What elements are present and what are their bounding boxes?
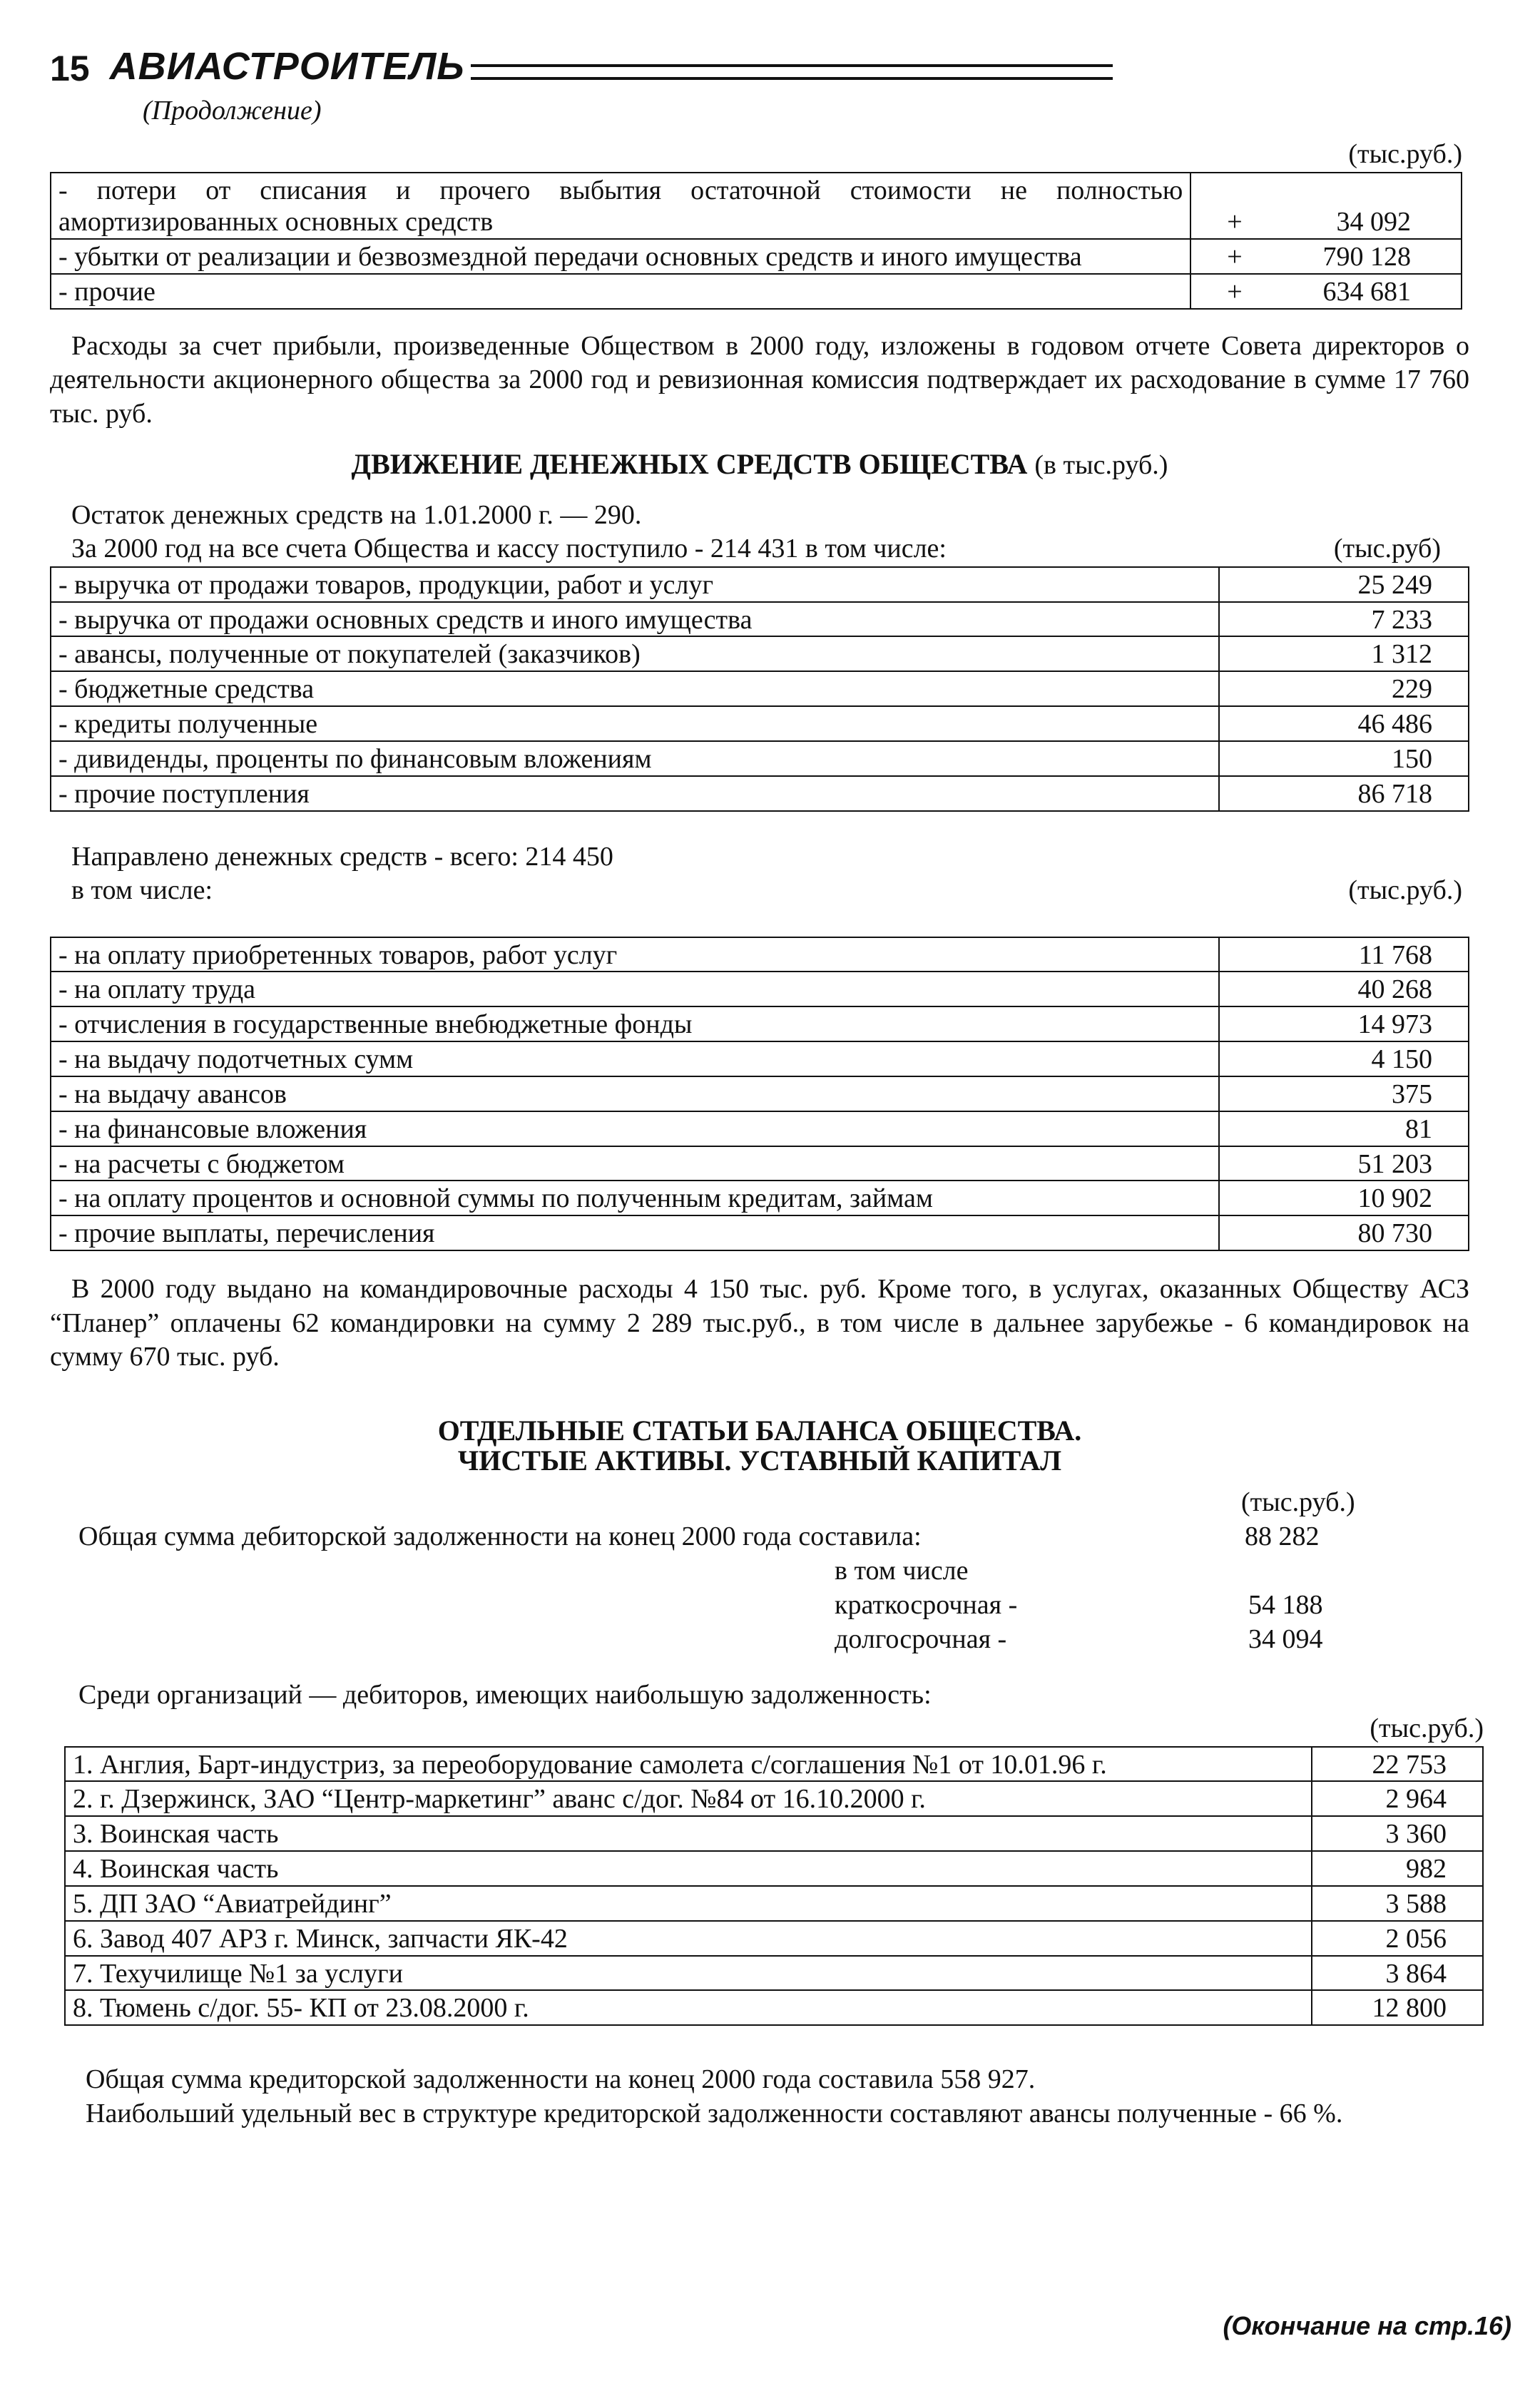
table-cell-text: - прочие выплаты, перечисления	[51, 1215, 1219, 1250]
table-row	[65, 1956, 1483, 1991]
table-row	[51, 1006, 1469, 1041]
cash-flow-title-unit: (в тыс.руб.)	[1034, 450, 1168, 481]
spent-line: Направлено денежных средств - всего: 214 450	[71, 841, 613, 872]
table-cell-value: 86 718	[1219, 776, 1469, 811]
table-cell-value	[1190, 173, 1462, 240]
table-row	[51, 239, 1462, 274]
table-cell-text: 5. ДП ЗАО “Авиатрейдинг”	[65, 1886, 1312, 1921]
table-cell-value: 982	[1312, 1851, 1483, 1886]
table-cell-text: - отчисления в государственные внебюджетные фонды	[51, 1006, 1219, 1041]
table-cell-value: 10 902	[1219, 1181, 1469, 1215]
table-row	[51, 1076, 1469, 1111]
table-cell-text: - прочие поступления	[51, 776, 1219, 811]
table-row	[51, 1041, 1469, 1076]
debtors-intro: Среди организаций — дебиторов, имеющих наибольшую задолженность:	[78, 1679, 932, 1710]
table-cell-value: 51 203	[1219, 1146, 1469, 1181]
receipts-unit: (тыс.руб)	[1333, 534, 1441, 564]
table-row	[65, 1747, 1483, 1782]
table-cell-text: - бюджетные средства	[51, 671, 1219, 706]
table-row	[51, 937, 1469, 972]
continued-label: (Продолжение)	[143, 95, 322, 126]
table-row	[51, 1146, 1469, 1181]
table-cell-text: - на оплату труда	[51, 972, 1219, 1006]
receipts-table	[50, 566, 1469, 812]
long-term-value: 34 094	[1248, 1623, 1323, 1654]
plus-sign: +	[1227, 276, 1243, 307]
table-cell-value: 80 730	[1219, 1215, 1469, 1250]
table-cell-text: - кредиты полученные	[51, 706, 1219, 741]
table-row	[51, 1111, 1469, 1146]
table-cell-value: 11 768	[1219, 937, 1469, 972]
table-row	[51, 567, 1469, 602]
table-row	[51, 741, 1469, 776]
table-cell-value: 150	[1219, 741, 1469, 776]
table-row	[51, 636, 1469, 671]
table-row	[51, 671, 1469, 706]
table-cell-text: 6. Завод 407 АРЗ г. Минск, запчасти ЯК-42	[65, 1921, 1312, 1956]
table-cell-text: 7. Техучилище №1 за услуги	[65, 1956, 1312, 1991]
payables-text: Общая сумма кредиторской задолженности на конец 2000 года составила 558 927.	[86, 2064, 1036, 2095]
continuation-note: (Окончание на стр.16)	[1223, 2311, 1511, 2340]
short-term-label: краткосрочная -	[835, 1589, 1018, 1620]
table-row	[65, 1921, 1483, 1956]
short-term-value: 54 188	[1248, 1589, 1323, 1620]
cash-balance-line: Остаток денежных средств на 1.01.2000 г. — 290.	[71, 499, 642, 530]
losses-table	[50, 172, 1462, 310]
balance-title-line1: ОТДЕЛЬНЫЕ СТАТЬИ БАЛАНСА ОБЩЕСТВА.	[437, 1414, 1082, 1447]
table-cell-text: - дивиденды, проценты по финансовым вложениям	[51, 741, 1219, 776]
table-cell-text: - авансы, полученные от покупателей (заказчиков)	[51, 636, 1219, 671]
table-cell-value: 22 753	[1312, 1747, 1483, 1782]
journal-title: АВИАСТРОИТЕЛЬ	[109, 45, 465, 88]
long-term-label: долгосрочная -	[835, 1623, 1007, 1654]
table-row	[65, 1781, 1483, 1816]
table-cell-value: 1 312	[1219, 636, 1469, 671]
table-cell-value: 3 864	[1312, 1956, 1483, 1991]
value: 34 092	[1336, 207, 1411, 238]
receivables-unit: (тыс.руб.)	[1241, 1487, 1355, 1517]
table-cell-value: 2 056	[1312, 1921, 1483, 1956]
cash-flow-heading	[50, 447, 1469, 483]
table-cell-text: 8. Тюмень с/дог. 55- КП от 23.08.2000 г.	[65, 1990, 1312, 2025]
receipts-header	[50, 532, 1469, 566]
receivables-label: Общая сумма дебиторской задолженности на конец 2000 года составила:	[78, 1521, 922, 1551]
page	[50, 43, 1484, 2131]
spent-header	[50, 874, 1469, 908]
table-cell-text: - на оплату процентов и основной суммы по полученным кредитам, займам	[51, 1181, 1219, 1215]
table-cell-value	[1190, 239, 1462, 274]
table-row	[65, 1886, 1483, 1921]
table-row	[51, 776, 1469, 811]
table-cell-value: 40 268	[1219, 972, 1469, 1006]
table-cell-text: 1. Англия, Барт-индустриз, за переоборудование самолета с/соглашения №1 от 10.01.96 г.	[65, 1747, 1312, 1782]
table-cell-value: 81	[1219, 1111, 1469, 1146]
table-cell-value: 4 150	[1219, 1041, 1469, 1076]
table-row	[65, 1816, 1483, 1851]
debtors-unit: (тыс.руб.)	[1370, 1713, 1484, 1744]
table-row	[51, 1181, 1469, 1215]
receivables-value: 88 282	[1245, 1521, 1320, 1551]
table-cell-value: 2 964	[1312, 1781, 1483, 1816]
table-cell-value	[1190, 274, 1462, 309]
table-cell-value: 7 233	[1219, 602, 1469, 637]
table-row	[65, 1990, 1483, 2025]
balance-title-line2: ЧИСТЫЕ АКТИВЫ. УСТАВНЫЙ КАПИТАЛ	[457, 1444, 1062, 1477]
table-cell-text: - на оплату приобретенных товаров, работ услуг	[51, 937, 1219, 972]
page-header	[50, 43, 1484, 91]
value: 634 681	[1322, 276, 1411, 307]
table-cell-text: - на выдачу подотчетных сумм	[51, 1041, 1219, 1076]
table-cell-text: - выручка от продажи основных средств и иного имущества	[51, 602, 1219, 637]
value: 790 128	[1322, 242, 1411, 272]
expenses-paragraph: Расходы за счет прибыли, произведенные Обществом в 2000 году, изложены в годовом отчете Совета директоров о деятельности акционерного общества за 2000 год и ревизионная комиссия подтверждает их расходование в сумме 17 760 тыс. руб.	[50, 330, 1469, 429]
table-row	[65, 1851, 1483, 1886]
table-cell-value: 3 588	[1312, 1886, 1483, 1921]
table-cell-value: 12 800	[1312, 1990, 1483, 2025]
travel-paragraph: В 2000 году выдано на командировочные расходы 4 150 тыс. руб. Кроме того, в услугах, оказанных Обществу АСЗ “Планер” оплачены 62 командировки на сумму 2 289 тыс.руб., в том числе в дальнее зарубежье - 6 командировок на сумму 670 тыс. руб.	[50, 1274, 1469, 1372]
table-cell-value: 229	[1219, 671, 1469, 706]
table-cell-value: 14 973	[1219, 1006, 1469, 1041]
table-cell-text: - прочие	[51, 274, 1190, 309]
including-label: в том числе	[835, 1555, 969, 1586]
table-row	[51, 1215, 1469, 1250]
debtors-table	[64, 1746, 1484, 2026]
table-cell-text: - убытки от реализации и безвозмездной передачи основных средств и иного имущества	[51, 239, 1190, 274]
header-rule	[471, 64, 1113, 80]
table-cell-text: - на финансовые вложения	[51, 1111, 1219, 1146]
losses-unit: (тыс.руб.)	[1348, 139, 1462, 169]
table-row	[51, 274, 1462, 309]
plus-sign: +	[1227, 242, 1243, 272]
receipts-line: За 2000 год на все счета Общества и кассу поступило - 214 431 в том числе:	[71, 534, 947, 564]
table-cell-text: - выручка от продажи товаров, продукции, работ и услуг	[51, 567, 1219, 602]
page-number: 15	[50, 49, 90, 88]
table-cell-value: 25 249	[1219, 567, 1469, 602]
table-cell-text: - потери от списания и прочего выбытия остаточной стоимости не полностью амортизированных основных средств	[51, 173, 1190, 240]
table-cell-value: 3 360	[1312, 1816, 1483, 1851]
table-cell-value: 46 486	[1219, 706, 1469, 741]
table-cell-text: 2. г. Дзержинск, ЗАО “Центр-маркетинг” аванс с/дог. №84 от 16.10.2000 г.	[65, 1781, 1312, 1816]
receivables-block	[50, 1486, 1484, 1657]
spent-table	[50, 937, 1469, 1251]
balance-heading	[50, 1416, 1469, 1476]
table-cell-text: 4. Воинская часть	[65, 1851, 1312, 1886]
cash-flow-title: ДВИЖЕНИЕ ДЕНЕЖНЫХ СРЕДСТВ ОБЩЕСТВА	[351, 448, 1028, 481]
table-cell-text: 3. Воинская часть	[65, 1816, 1312, 1851]
table-row	[51, 972, 1469, 1006]
payables-structure: Наибольший удельный вес в структуре кредиторской задолженности составляют авансы полученные - 66 %.	[86, 2098, 1343, 2128]
plus-sign: +	[1227, 207, 1243, 238]
table-row	[51, 706, 1469, 741]
table-cell-text: - на выдачу авансов	[51, 1076, 1219, 1111]
table-cell-text: - на расчеты с бюджетом	[51, 1146, 1219, 1181]
spent-unit: (тыс.руб.)	[1348, 875, 1462, 906]
table-row	[51, 602, 1469, 637]
spent-sub: в том числе:	[71, 875, 213, 906]
table-cell-value: 375	[1219, 1076, 1469, 1111]
table-row	[51, 173, 1462, 240]
